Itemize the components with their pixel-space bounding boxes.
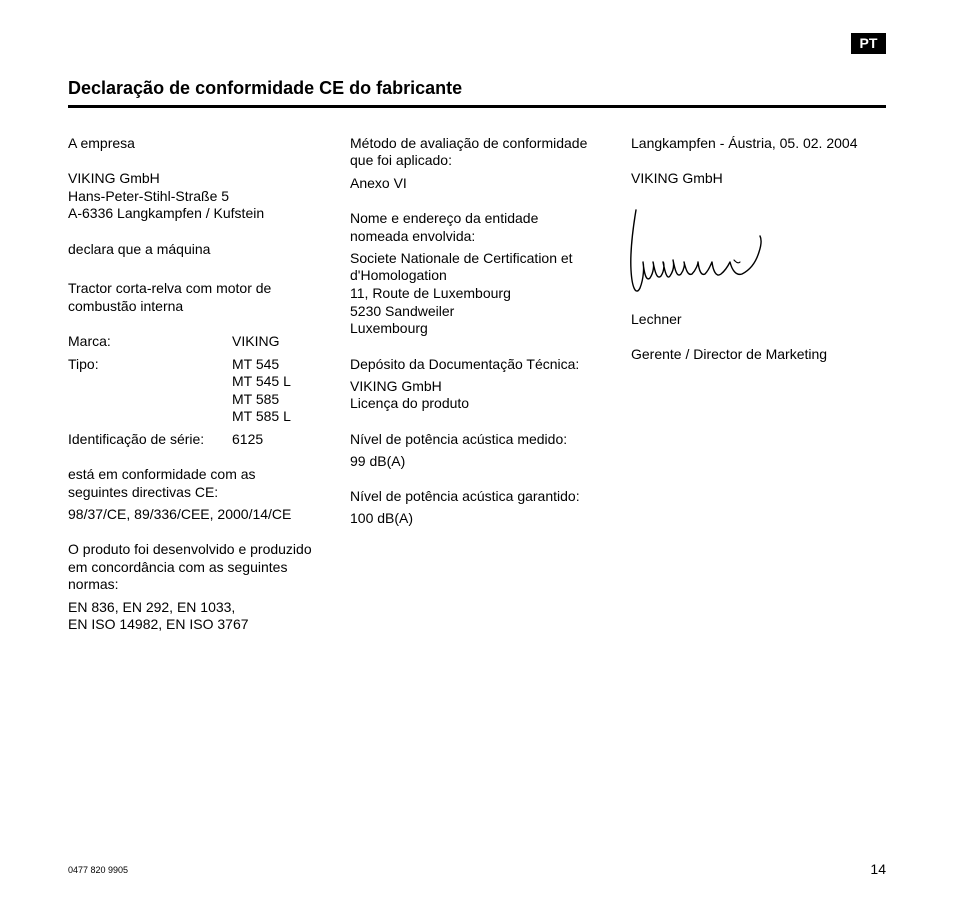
notified-body-country: Luxembourg [350,320,428,336]
document-code: 0477 820 9905 [68,865,129,875]
deposit-line1: VIKING GmbH [350,378,442,394]
signer-role: Gerente / Director de Marketing [631,346,828,362]
declares-text: declara que a máquina [68,241,211,257]
notified-body-label-line2: nomeada envolvida: [350,228,476,244]
notified-body-name-line1: Societe Nationale de Certification et [350,250,573,266]
notified-body-street: 11, Route de Luxembourg [350,285,511,301]
type-label: Tipo: [68,356,99,372]
company-city: A-6336 Langkampfen / Kufstein [68,205,265,221]
notified-body-label-line1: Nome e endereço da entidade [350,210,539,226]
norms-intro-line1: O produto foi desenvolvido e produzido [68,541,312,557]
brand-label: Marca: [68,333,111,349]
guaranteed-sound-value: 100 dB(A) [350,510,414,526]
method-label-line2: que foi aplicado: [350,152,452,168]
notified-body-name-line2: d'Homologation [350,267,447,283]
norms-intro-line3: normas: [68,576,119,592]
deposit-line2: Licença do produto [350,395,470,411]
measured-sound-label: Nível de potência acústica medido: [350,431,568,447]
language-badge: PT [851,33,886,54]
guaranteed-sound-label: Nível de potência acústica garantido: [350,488,580,504]
type-item: MT 545 [232,356,280,372]
deposit-label: Depósito da Documentação Técnica: [350,356,580,372]
handwritten-signature [626,206,766,298]
place-date: Langkampfen - Áustria, 05. 02. 2004 [631,135,858,151]
machine-desc-line1: Tractor corta-relva com motor de [68,280,272,296]
type-item: MT 545 L [232,373,291,389]
company-name: VIKING GmbH [68,170,160,186]
page-number: 14 [870,861,886,877]
method-label-line1: Método de avaliação de conformidade [350,135,588,151]
measured-sound-value: 99 dB(A) [350,453,406,469]
serial-value: 6125 [232,431,264,447]
company-street: Hans-Peter-Stihl-Straße 5 [68,188,230,204]
norms-list-line1: EN 836, EN 292, EN 1033, [68,599,236,615]
conformity-line2: seguintes directivas CE: [68,484,219,500]
serial-label: Identificação de série: [68,431,205,447]
type-item: MT 585 [232,391,280,407]
method-value: Anexo VI [350,175,407,191]
notified-body-city: 5230 Sandweiler [350,303,455,319]
title-rule [68,105,886,108]
norms-intro-line2: em concordância com as seguintes [68,559,288,575]
norms-list-line2: EN ISO 14982, EN ISO 3767 [68,616,249,632]
conformity-line1: está em conformidade com as [68,466,256,482]
signer-name: Lechner [631,311,682,327]
type-item: MT 585 L [232,408,291,424]
machine-desc-line2: combustão interna [68,298,184,314]
signing-company: VIKING GmbH [631,170,723,186]
directives-list: 98/37/CE, 89/336/CEE, 2000/14/CE [68,506,292,522]
page-title: Declaração de conformidade CE do fabricante [68,78,463,98]
intro-text: A empresa [68,135,135,151]
brand-value: VIKING [232,333,280,349]
